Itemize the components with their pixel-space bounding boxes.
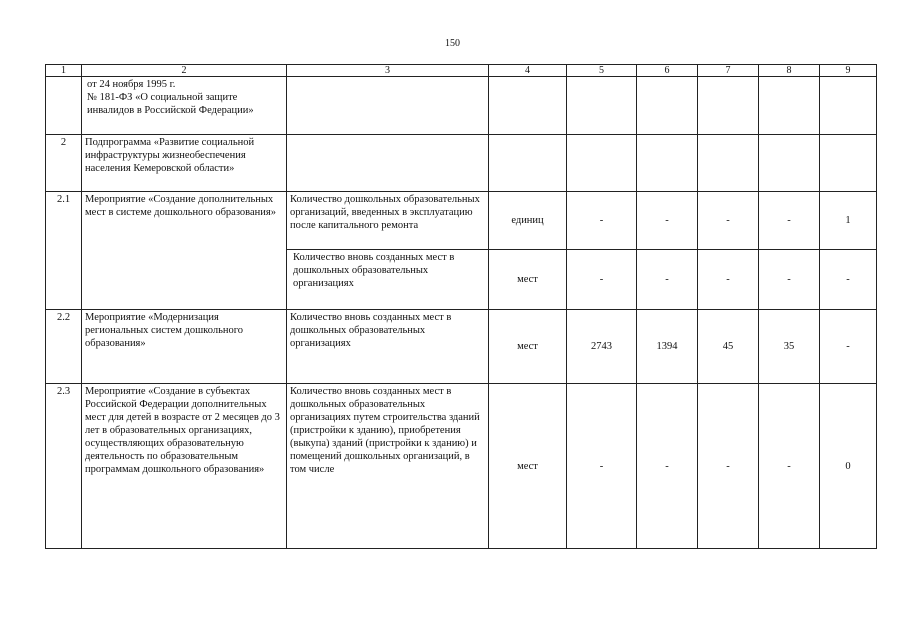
indicator-text: Количество дошкольных образовательных организаций, введенных в эксплуатацию после капитального ремонта	[287, 192, 489, 250]
header-cell: 9	[820, 65, 877, 77]
page-number: 150	[445, 38, 460, 49]
row-number: 2	[46, 135, 82, 192]
value-cell: 45	[698, 310, 759, 384]
value-cell: -	[698, 384, 759, 549]
value-cell: 0	[820, 384, 877, 549]
row-number: 2.2	[46, 310, 82, 384]
value-cell: -	[759, 192, 820, 250]
value-cell: 2743	[567, 310, 637, 384]
indicator-text-inner: Количество вновь созданных мест в дошкольных образовательных организациях	[293, 252, 455, 289]
header-cell: 1	[46, 65, 82, 77]
header-cell: 5	[567, 65, 637, 77]
empty-cell	[567, 77, 637, 135]
indicator-text	[287, 250, 489, 310]
value-cell: -	[637, 384, 698, 549]
row-number	[46, 77, 82, 135]
value-cell: 1	[820, 192, 877, 250]
empty-cell	[759, 77, 820, 135]
header-cell: 8	[759, 65, 820, 77]
event-name: Мероприятие «Создание в субъектах Российской Федерации дополнительных мест для детей в возрасте от 2 месяцев до 3 лет в образовательных организациях, осуществляющих образовательную деятельность по образовательным программам дошкольного образования»	[82, 384, 287, 549]
empty-cell	[489, 77, 567, 135]
value-cell: -	[820, 250, 877, 310]
value-cell: -	[637, 192, 698, 250]
empty-cell	[637, 135, 698, 192]
unit-cell: единиц	[489, 192, 567, 250]
indicator-text: Количество вновь созданных мест в дошкольных образовательных организациях	[287, 310, 489, 384]
unit-cell: мест	[489, 310, 567, 384]
value-cell: -	[759, 250, 820, 310]
value-cell: -	[698, 192, 759, 250]
event-name: Подпрограмма «Развитие социальной инфраструктуры жизнеобеспечения населения Кемеровской области»	[82, 135, 287, 192]
table-row	[46, 310, 877, 384]
row-number: 2.1	[46, 192, 82, 310]
empty-cell	[287, 135, 489, 192]
header-cell: 6	[637, 65, 698, 77]
indicator-text: Количество вновь созданных мест в дошкольных образовательных организациях путем строительства зданий (пристройки к зданию), приобретения (выкупа) зданий (пристройки к зданию) и помещений дошкольных организаций, в том числе	[287, 384, 489, 549]
empty-cell	[567, 135, 637, 192]
event-name: Мероприятие «Создание дополнительных мест в системе дошкольного образования»	[82, 192, 287, 310]
event-name: Мероприятие «Модернизация региональных систем дошкольного образования»	[82, 310, 287, 384]
table-row	[46, 77, 877, 135]
empty-cell	[287, 77, 489, 135]
event-name-text: от 24 ноября 1995 г. № 181-ФЗ «О социальной защите инвалидов в Российской Федерации»	[87, 79, 254, 116]
unit-cell: мест	[489, 384, 567, 549]
header-cell: 3	[287, 65, 489, 77]
empty-cell	[759, 135, 820, 192]
empty-cell	[820, 77, 877, 135]
value-cell: -	[567, 192, 637, 250]
event-name	[82, 77, 287, 135]
row-number: 2.3	[46, 384, 82, 549]
header-cell: 7	[698, 65, 759, 77]
header-cell: 4	[489, 65, 567, 77]
column-numbers-row	[46, 65, 877, 77]
indicators-table	[45, 64, 877, 549]
value-cell: -	[637, 250, 698, 310]
value-cell: -	[759, 384, 820, 549]
unit-cell: мест	[489, 250, 567, 310]
empty-cell	[637, 77, 698, 135]
empty-cell	[698, 135, 759, 192]
value-cell: -	[567, 384, 637, 549]
empty-cell	[698, 77, 759, 135]
value-cell: -	[567, 250, 637, 310]
value-cell: -	[698, 250, 759, 310]
table-row	[46, 135, 877, 192]
value-cell: 35	[759, 310, 820, 384]
table-row	[46, 384, 877, 549]
empty-cell	[820, 135, 877, 192]
empty-cell	[489, 135, 567, 192]
value-cell: -	[820, 310, 877, 384]
header-cell: 2	[82, 65, 287, 77]
table-row	[46, 192, 877, 250]
value-cell: 1394	[637, 310, 698, 384]
